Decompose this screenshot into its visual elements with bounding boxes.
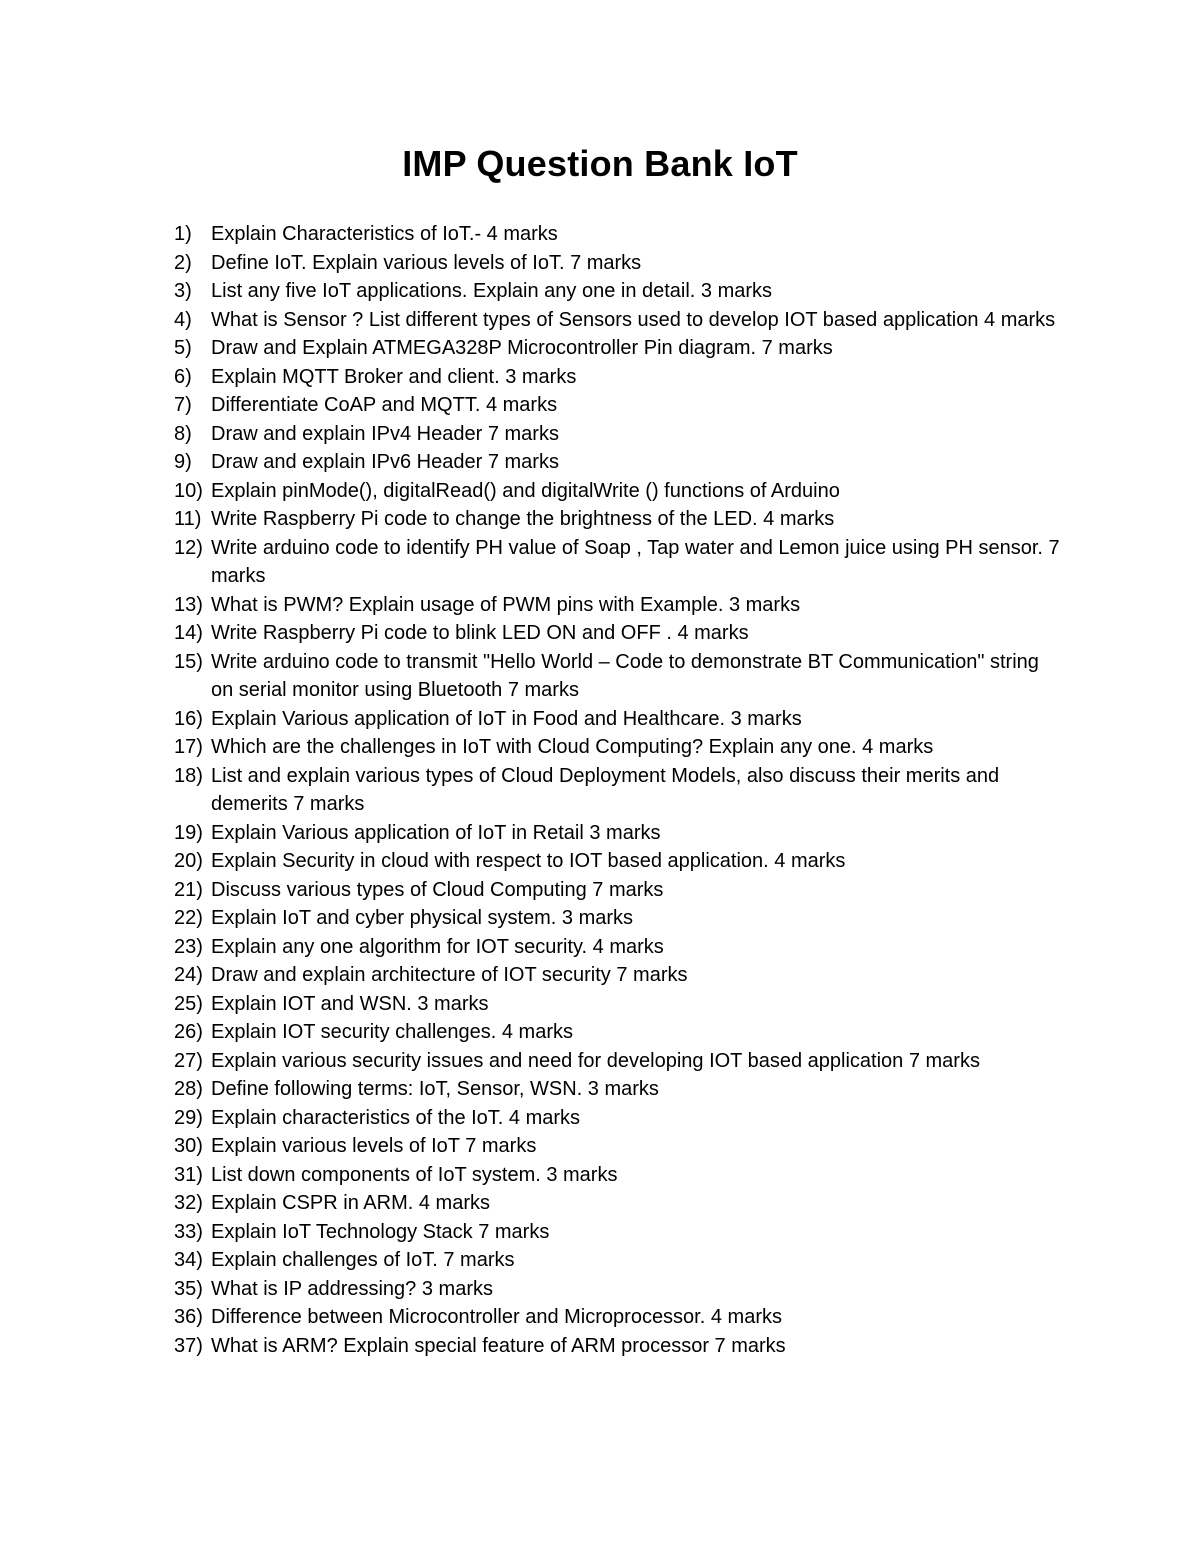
question-list: [174, 220, 1074, 1360]
question-number: 19): [174, 821, 203, 844]
question-text: Explain IOT and WSN. 3 marks: [211, 992, 489, 1015]
question-item: [174, 363, 1074, 392]
question-number: 35): [174, 1277, 203, 1300]
question-number: 32): [174, 1192, 203, 1214]
question-item: [174, 1047, 1074, 1076]
question-text: Difference between Microcontroller and Microprocessor. 4 marks: [211, 1306, 782, 1328]
question-text: Explain CSPR in ARM. 4 marks: [211, 1192, 490, 1214]
question-number: 23): [174, 935, 203, 958]
question-item: [174, 1189, 1074, 1218]
question-text: Define following terms: IoT, Sensor, WSN. 3 marks: [211, 1078, 659, 1100]
question-number: 16): [174, 707, 203, 730]
question-item: [174, 1303, 1074, 1332]
question-number: 36): [174, 1306, 203, 1328]
question-item: [174, 306, 1074, 335]
question-number: 30): [174, 1135, 203, 1157]
question-item: [174, 705, 1074, 734]
question-number: 21): [174, 878, 203, 901]
question-item: [174, 733, 1074, 762]
question-text: Explain IOT security challenges. 4 marks: [211, 1021, 574, 1043]
question-number: 29): [174, 1106, 203, 1129]
question-text: Explain pinMode(), digitalRead() and digitalWrite () functions of Arduino: [211, 479, 840, 502]
question-number: 17): [174, 736, 203, 758]
question-item: [174, 990, 1074, 1019]
question-item: [174, 391, 1074, 420]
question-text: Explain IoT and cyber physical system. 3 marks: [211, 907, 634, 929]
question-text: Explain any one algorithm for IOT security. 4 marks: [211, 935, 664, 958]
question-number: 25): [174, 992, 203, 1015]
question-item: [174, 534, 1074, 591]
question-number: 5): [174, 337, 192, 359]
question-item: [174, 619, 1074, 648]
question-item: [174, 277, 1074, 306]
question-text: Which are the challenges in IoT with Cloud Computing? Explain any one. 4 marks: [211, 736, 934, 758]
question-text: Differentiate CoAP and MQTT. 4 marks: [211, 394, 558, 416]
question-text: Draw and explain IPv6 Header 7 marks: [211, 451, 559, 473]
question-text: Write arduino code to transmit "Hello World – Code to demonstrate BT Communication" string on serial monitor using Bluetooth 7 marks: [211, 650, 1039, 701]
question-item: [174, 477, 1074, 506]
question-text: List any five IoT applications. Explain any one in detail. 3 marks: [211, 280, 773, 302]
question-item: [174, 762, 1074, 819]
question-text: What is Sensor ? List different types of Sensors used to develop IOT based application 4 marks: [211, 308, 1056, 331]
question-text: Write Raspberry Pi code to blink LED ON and OFF . 4 marks: [211, 622, 749, 644]
question-number: 33): [174, 1220, 203, 1243]
document-title: IMP Question Bank IoT: [402, 143, 798, 184]
question-text: Explain IoT Technology Stack 7 marks: [211, 1220, 550, 1243]
question-text: Explain Various application of IoT in Retail 3 marks: [211, 821, 661, 844]
question-item: [174, 1075, 1074, 1104]
question-text: What is IP addressing? 3 marks: [211, 1277, 493, 1300]
question-item: [174, 1218, 1074, 1247]
question-text: Define IoT. Explain various levels of IoT. 7 marks: [211, 251, 642, 274]
question-number: 2): [174, 251, 192, 274]
question-item: [174, 591, 1074, 620]
question-text: Write Raspberry Pi code to change the brightness of the LED. 4 marks: [211, 508, 835, 530]
question-item: [174, 1161, 1074, 1190]
question-item: [174, 334, 1074, 363]
question-number: 13): [174, 593, 203, 616]
question-item: [174, 1332, 1074, 1361]
question-text: Write arduino code to identify PH value of Soap , Tap water and Lemon juice using PH sensor. 7 marks: [211, 536, 1060, 587]
question-number: 31): [174, 1163, 203, 1186]
question-text: Explain MQTT Broker and client. 3 marks: [211, 365, 577, 388]
question-text: Explain characteristics of the IoT. 4 marks: [211, 1106, 581, 1129]
question-item: [174, 1018, 1074, 1047]
question-number: 37): [174, 1334, 203, 1357]
question-number: 27): [174, 1049, 203, 1072]
question-text: List and explain various types of Cloud Deployment Models, also discuss their merits and demerits 7 marks: [211, 764, 1000, 815]
question-item: [174, 1104, 1074, 1133]
question-text: What is PWM? Explain usage of PWM pins with Example. 3 marks: [211, 593, 801, 616]
question-text: What is ARM? Explain special feature of ARM processor 7 marks: [211, 1334, 786, 1357]
question-number: 9): [174, 451, 192, 473]
question-text: List down components of IoT system. 3 marks: [211, 1163, 618, 1186]
question-item: [174, 648, 1074, 705]
question-item: [174, 933, 1074, 962]
question-item: [174, 847, 1074, 876]
question-text: Discuss various types of Cloud Computing 7 marks: [211, 878, 664, 901]
question-number: 15): [174, 650, 203, 673]
question-item: [174, 249, 1074, 278]
question-number: 34): [174, 1249, 203, 1271]
question-text: Explain Characteristics of IoT.- 4 marks: [211, 223, 558, 245]
question-number: 11): [174, 508, 202, 530]
question-number: 20): [174, 850, 203, 872]
question-text: Explain various levels of IoT 7 marks: [211, 1135, 537, 1157]
question-number: 7): [174, 394, 192, 416]
question-number: 1): [174, 223, 192, 245]
question-number: 6): [174, 365, 192, 388]
question-item: [174, 961, 1074, 990]
question-number: 14): [174, 622, 203, 644]
question-item: [174, 819, 1074, 848]
question-text: Draw and explain IPv4 Header 7 marks: [211, 422, 559, 445]
question-text: Draw and explain architecture of IOT security 7 marks: [211, 964, 688, 986]
question-number: 28): [174, 1078, 203, 1100]
question-item: [174, 448, 1074, 477]
question-text: Draw and Explain ATMEGA328P Microcontroller Pin diagram. 7 marks: [211, 337, 833, 359]
question-number: 10): [174, 479, 203, 502]
question-number: 26): [174, 1021, 203, 1043]
question-item: [174, 1246, 1074, 1275]
question-text: Explain various security issues and need for developing IOT based application 7 marks: [211, 1049, 980, 1072]
question-text: Explain challenges of IoT. 7 marks: [211, 1249, 515, 1271]
question-number: 12): [174, 536, 203, 559]
question-number: 8): [174, 422, 192, 445]
question-number: 4): [174, 308, 192, 331]
question-text: Explain Security in cloud with respect to IOT based application. 4 marks: [211, 850, 846, 872]
question-item: [174, 420, 1074, 449]
question-item: [174, 904, 1074, 933]
question-item: [174, 220, 1074, 249]
question-item: [174, 1275, 1074, 1304]
question-number: 22): [174, 907, 203, 929]
question-text: Explain Various application of IoT in Food and Healthcare. 3 marks: [211, 707, 802, 730]
question-number: 3): [174, 280, 192, 302]
question-item: [174, 505, 1074, 534]
question-item: [174, 876, 1074, 905]
question-number: 24): [174, 964, 203, 986]
question-number: 18): [174, 764, 203, 787]
question-item: [174, 1132, 1074, 1161]
